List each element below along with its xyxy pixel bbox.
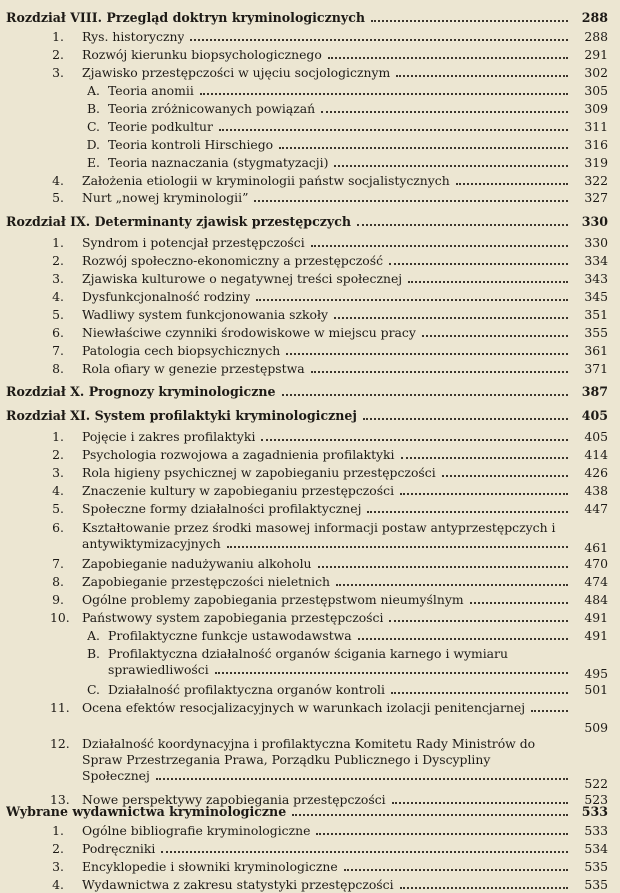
toc-entry	[0, 447, 620, 463]
dot-leader	[334, 317, 568, 319]
entry-title: Społeczne formy działalności profilaktycznej	[82, 501, 362, 516]
page-number: 305	[584, 83, 608, 98]
dot-leader	[261, 439, 568, 441]
toc-entry	[0, 483, 620, 499]
entry-number: B.	[86, 101, 100, 116]
entry-number: 3.	[52, 859, 64, 874]
toc-entry	[0, 190, 620, 206]
dot-leader	[219, 129, 568, 131]
entry-number: C.	[87, 119, 100, 134]
entry-number: 3.	[52, 65, 64, 80]
entry-title: Zjawisko przestępczości w ujęciu socjologicznym	[82, 65, 391, 80]
entry-title: Działalność koordynacyjna i profilaktyczna Komitetu Rady Ministrów do Spraw Przestrzegania Prawa, Porządku Publicznego i Dyscypliny Społecznej	[82, 736, 536, 783]
page-number: 491	[584, 610, 608, 625]
dot-leader	[344, 869, 568, 871]
dot-leader	[358, 638, 568, 640]
entry-title: Podręczniki	[82, 841, 156, 856]
toc-entry	[0, 343, 620, 359]
page-number: 438	[584, 483, 608, 498]
entry-number: 9.	[52, 592, 64, 607]
dot-leader	[396, 75, 568, 77]
entry-number: 1.	[52, 429, 64, 444]
toc-chapter	[0, 384, 620, 400]
page-number: 523	[584, 792, 608, 807]
entry-number: 4.	[52, 483, 64, 498]
page-number: 371	[584, 361, 608, 376]
toc-entry	[0, 877, 620, 893]
dot-leader	[292, 814, 568, 816]
page-number: 355	[584, 325, 608, 340]
page-number: 474	[584, 574, 608, 589]
dot-leader	[311, 371, 568, 373]
toc-entry	[0, 736, 620, 792]
dot-leader	[282, 394, 568, 396]
entry-title: Teoria naznaczania (stygmatyzacji)	[108, 155, 329, 170]
entry-number: 3.	[52, 465, 64, 480]
entry-title: Psychologia rozwojowa a zagadnienia profilaktyki	[82, 447, 395, 462]
dot-leader	[316, 833, 568, 835]
entry-number: 11.	[50, 700, 70, 715]
dot-leader	[422, 335, 568, 337]
toc-entry	[0, 83, 620, 99]
entry-title: Ogólne bibliografie kryminologiczne	[82, 823, 311, 838]
toc-entry	[0, 307, 620, 323]
page-number: 343	[584, 271, 608, 286]
entry-title: Patologia cech biopsychicznych	[82, 343, 281, 358]
page-number: 309	[584, 101, 608, 116]
entry-title: Teoria zróżnicowanych powiązań	[108, 101, 316, 116]
entry-number: 6.	[52, 325, 64, 340]
dot-leader	[408, 281, 568, 283]
toc-entry	[0, 823, 620, 839]
toc-entry	[0, 325, 620, 341]
dot-leader	[401, 457, 568, 459]
dot-leader	[227, 546, 568, 548]
page-number: 447	[584, 501, 608, 516]
toc-chapter	[0, 10, 620, 26]
page-number: 311	[584, 119, 608, 134]
entry-number: 5.	[52, 501, 64, 516]
entry-number: 4.	[52, 289, 64, 304]
entry-title: Profilaktyczna działalność organów ścigania karnego i wymiaru sprawiedliwości	[108, 646, 508, 677]
page-number: 533	[581, 804, 608, 819]
entry-title: Rozwój społeczno-ekonomiczny a przestępczość	[82, 253, 384, 268]
toc-chapter	[0, 214, 620, 230]
entry-title: Zjawiska kulturowe o negatywnej treści społecznej	[82, 271, 403, 286]
dot-leader	[367, 511, 568, 513]
entry-title: Ocena efektów resocjalizacyjnych w warunkach izolacji penitencjarnej	[82, 700, 526, 715]
page-number: 288	[584, 29, 608, 44]
dot-leader	[400, 887, 568, 889]
entry-title: Rola ofiary w genezie przestępstwa	[82, 361, 305, 376]
entry-title: Teoria anomii	[108, 83, 194, 98]
entry-title: Rozdział VIII. Przegląd doktryn kryminologicznych	[6, 10, 366, 25]
dot-leader	[456, 183, 568, 185]
toc-entry	[0, 271, 620, 287]
entry-title: Zapobieganie nadużywaniu alkoholu	[82, 556, 312, 571]
entry-title: Rozdział X. Prognozy kryminologiczne	[6, 384, 276, 399]
entry-title: Kształtowanie przez środki masowej informacji postaw antyprzestępczych i antywiktymizacyjnych	[82, 520, 556, 551]
page-number: 334	[584, 253, 608, 268]
toc-entry	[0, 173, 620, 189]
dot-leader	[531, 710, 568, 712]
page-number: 414	[584, 447, 608, 462]
entry-number: A.	[87, 83, 100, 98]
toc-entry	[0, 574, 620, 590]
toc-entry	[0, 859, 620, 875]
entry-number: 1.	[52, 235, 64, 250]
page-number: 327	[584, 190, 608, 205]
dot-leader	[328, 57, 568, 59]
toc-entry	[0, 682, 620, 698]
entry-title: Państwowy system zapobiegania przestępczości	[82, 610, 384, 625]
dot-leader	[156, 778, 568, 780]
entry-number: 4.	[52, 877, 64, 892]
toc-entry	[0, 429, 620, 445]
toc-chapter	[0, 804, 620, 820]
page-number: 426	[584, 465, 608, 480]
page-number: 484	[584, 592, 608, 607]
entry-title: Zapobieganie przestępczości nieletnich	[82, 574, 331, 589]
dot-leader	[357, 224, 568, 226]
entry-title: Rozdział IX. Determinanty zjawisk przestępczych	[6, 214, 352, 229]
entry-title: Wybrane wydawnictwa kryminologiczne	[6, 804, 287, 819]
dot-leader	[161, 851, 568, 853]
entry-number: 7.	[52, 343, 64, 358]
entry-title: Wydawnictwa z zakresu statystyki przestępczości	[82, 877, 394, 892]
dot-leader	[363, 418, 568, 420]
toc-entry	[0, 119, 620, 135]
toc-entry	[0, 592, 620, 608]
toc-entry	[0, 520, 620, 556]
dot-leader	[336, 584, 568, 586]
toc-entry	[0, 465, 620, 481]
page-number: 322	[584, 173, 608, 188]
entry-number: 2.	[52, 253, 64, 268]
entry-number: 2.	[52, 47, 64, 62]
toc-entry	[0, 155, 620, 171]
toc-entry	[0, 289, 620, 305]
entry-number: 2.	[52, 447, 64, 462]
entry-number: B.	[86, 646, 100, 661]
dot-leader	[254, 200, 568, 202]
page-number: 522	[584, 776, 608, 791]
page-number: 351	[584, 307, 608, 322]
entry-title: Profilaktyczne funkcje ustawodawstwa	[108, 628, 352, 643]
entry-number: 8.	[52, 574, 64, 589]
entry-number: E.	[87, 155, 100, 170]
page-number: 491	[584, 628, 608, 643]
page-number: 387	[581, 384, 608, 399]
entry-number: 13.	[50, 792, 70, 807]
page-number: 535	[584, 859, 608, 874]
page-number: 288	[581, 10, 608, 25]
page-number: 291	[584, 47, 608, 62]
entry-number: A.	[87, 628, 100, 643]
entry-title: Założenia etiologii w kryminologii państw socjalistycznych	[82, 173, 450, 188]
page-number: 345	[584, 289, 608, 304]
toc-entry	[0, 700, 620, 736]
entry-number: 5.	[52, 190, 64, 205]
page-number: 330	[584, 235, 608, 250]
toc-entry	[0, 841, 620, 857]
entry-title: Encyklopedie i słowniki kryminologiczne	[82, 859, 338, 874]
dot-leader	[371, 20, 568, 22]
entry-number: 8.	[52, 361, 64, 376]
entry-title: Dysfunkcjonalność rodziny	[82, 289, 251, 304]
dot-leader	[470, 602, 568, 604]
toc-entry	[0, 235, 620, 251]
toc-entry	[0, 47, 620, 63]
dot-leader	[190, 39, 568, 41]
entry-title: Działalność profilaktyczna organów kontroli	[108, 682, 385, 697]
entry-title: Rola higieny psychicznej w zapobieganiu przestępczości	[82, 465, 436, 480]
entry-number: D.	[86, 137, 100, 152]
toc-entry	[0, 646, 620, 682]
dot-leader	[389, 263, 568, 265]
toc-entry	[0, 137, 620, 153]
entry-title: Znaczenie kultury w zapobieganiu przestępczości	[82, 483, 395, 498]
entry-title: Ogólne problemy zapobiegania przestępstwom nieumyślnym	[82, 592, 464, 607]
toc-entry	[0, 253, 620, 269]
dot-leader	[200, 93, 568, 95]
entry-number: 7.	[52, 556, 64, 571]
entry-number: 2.	[52, 841, 64, 856]
toc-entry	[0, 65, 620, 81]
entry-number: 5.	[52, 307, 64, 322]
entry-number: C.	[87, 682, 100, 697]
entry-title: Nowe perspektywy zapobiegania przestępczości	[82, 792, 386, 807]
dot-leader	[389, 620, 568, 622]
page-number: 461	[584, 540, 608, 555]
toc-chapter	[0, 408, 620, 424]
entry-number: 6.	[52, 520, 64, 535]
dot-leader	[311, 245, 568, 247]
dot-leader	[391, 692, 568, 694]
entry-title: Teoria kontroli Hirschiego	[108, 137, 274, 152]
toc-entry	[0, 556, 620, 572]
page-number: 534	[584, 841, 608, 856]
entry-number: 10.	[50, 610, 70, 625]
page-number: 316	[584, 137, 608, 152]
dot-leader	[321, 111, 568, 113]
toc-entry	[0, 101, 620, 117]
page-number: 302	[584, 65, 608, 80]
page-number: 330	[581, 214, 608, 229]
dot-leader	[400, 493, 568, 495]
entry-title: Syndrom i potencjał przestępczości	[82, 235, 305, 250]
entry-title: Rys. historyczny	[82, 29, 185, 44]
entry-number: 3.	[52, 271, 64, 286]
dot-leader	[318, 566, 568, 568]
dot-leader	[279, 147, 568, 149]
page-number: 405	[581, 408, 608, 423]
page-number: 533	[584, 823, 608, 838]
dot-leader	[256, 299, 568, 301]
dot-leader	[442, 475, 568, 477]
page-number: 495	[584, 666, 608, 681]
entry-number: 1.	[52, 29, 64, 44]
page-number: 509	[584, 720, 608, 735]
entry-title: Nurt „nowej kryminologii”	[82, 190, 249, 205]
entry-number: 1.	[52, 823, 64, 838]
toc-entry	[0, 628, 620, 644]
toc-entry	[0, 361, 620, 377]
entry-title: Rozdział XI. System profilaktyki kryminologicznej	[6, 408, 357, 423]
entry-title: Niewłaściwe czynniki środowiskowe w miejscu pracy	[82, 325, 416, 340]
dot-leader	[286, 353, 568, 355]
page-number: 361	[584, 343, 608, 358]
page-number: 319	[584, 155, 608, 170]
page-number: 470	[584, 556, 608, 571]
page-number: 405	[584, 429, 608, 444]
entry-title: Pojęcie i zakres profilaktyki	[82, 429, 256, 444]
entry-title: Wadliwy system funkcjonowania szkoły	[82, 307, 329, 322]
page-number: 535	[584, 877, 608, 892]
dot-leader	[334, 165, 568, 167]
toc-entry	[0, 610, 620, 626]
entry-number: 12.	[50, 736, 70, 751]
toc-entry	[0, 501, 620, 517]
entry-title: Rozwój kierunku biopsychologicznego	[82, 47, 322, 62]
dot-leader	[215, 672, 568, 674]
toc-entry	[0, 29, 620, 45]
entry-title: Teorie podkultur	[108, 119, 213, 134]
page-number: 501	[584, 682, 608, 697]
entry-number: 4.	[52, 173, 64, 188]
